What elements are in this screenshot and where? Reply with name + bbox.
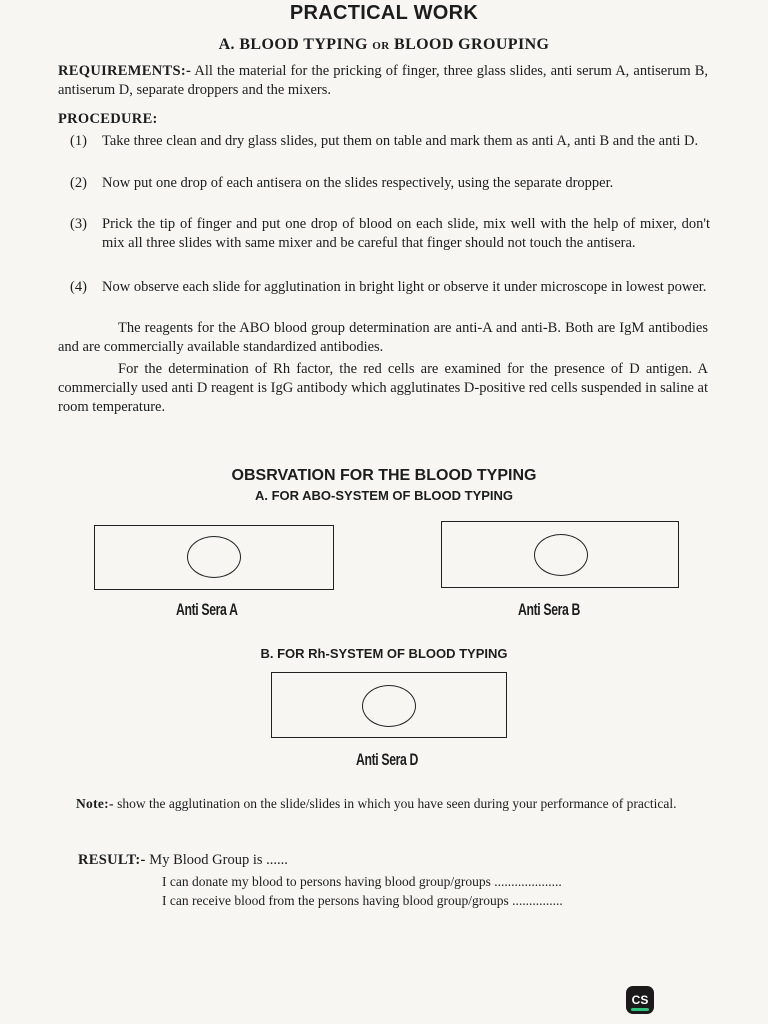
subtitle-or: OR [372,40,390,52]
note-paragraph [76,794,704,813]
camscanner-logo-icon [626,986,654,1014]
slide-anti-b [441,521,679,588]
slide-anti-a [94,525,334,590]
result-receive-line: I can receive blood from the persons having blood group/groups ............... [162,893,563,908]
step-number: (4) [70,279,87,295]
result-label: RESULT:- [78,852,146,868]
step-text: Now put one drop of each antisera on the slides respectively, using the separate dropper. [102,175,614,191]
requirements-paragraph [58,62,708,100]
slide-well-circle [187,536,241,578]
step-number: (1) [70,133,87,149]
procedure-heading [58,110,708,129]
requirements-text: All the material for the pricking of finger, three glass slides, anti serum A, antiserum B, antiserum D, separate droppers and the mixers. [58,63,708,98]
subtitle-part-2: BLOOD GROUPING [389,36,550,53]
step-number: (3) [70,216,87,232]
procedure-step-1 [70,132,710,151]
slide-well-circle [362,685,416,727]
step-text: Take three clean and dry glass slides, put them on table and mark them as anti A, anti B and the anti D. [102,133,699,149]
abo-heading: A. FOR ABO-SYSTEM OF BLOOD TYPING [254,488,514,503]
result-blood-group: My Blood Group is ...... [145,852,288,868]
label-anti-sera-a: Anti Sera A [176,600,238,619]
subtitle-part-1: A. BLOOD TYPING [218,36,373,53]
observation-title: OBSRVATION FOR THE BLOOD TYPING [231,467,537,484]
result-line-1 [78,852,288,869]
step-number: (2) [70,175,87,191]
badge-accent-bar [631,1008,649,1011]
slide-well-circle [534,534,588,576]
badge-text: CS [631,993,649,1007]
procedure-step-4 [70,278,710,297]
label-anti-sera-d: Anti Sera D [356,750,419,769]
label-anti-sera-b: Anti Sera B [518,600,581,619]
step-text: Prick the tip of finger and put one drop of blood on each slide, mix well with the help of mixer, don't mix all three slides with same mixer and be careful that finger should not touch the antisera. [102,216,710,251]
rh-heading: B. FOR Rh-SYSTEM OF BLOOD TYPING [260,646,508,661]
procedure-step-3 [70,215,710,253]
note-label: Note:- [76,796,114,811]
step-text: Now observe each slide for agglutination in bright light or observe it under microscope in lowest power. [102,279,707,295]
slide-anti-d [271,672,507,738]
result-donate-line: I can donate my blood to persons having blood group/groups .................... [162,874,562,889]
rh-factor-paragraph: For the determination of Rh factor, the red cells are examined for the presence of D antigen. A commercially used anti D reagent is IgG antibody which agglutinates D-positive red cells suspended in saline at room temperature. [58,361,708,415]
requirements-label: REQUIREMENTS:- [58,63,192,79]
procedure-label: PROCEDURE: [58,111,158,127]
note-text: show the agglutination on the slide/slides in which you have seen during your performance of practical. [113,796,677,811]
procedure-step-2 [70,174,710,193]
section-heading [0,36,768,54]
page-title: PRACTICAL WORK [289,2,479,24]
abo-reagents-paragraph: The reagents for the ABO blood group determination are anti-A and anti-B. Both are IgM antibodies and are commercially available standardized antibodies. [58,320,708,355]
